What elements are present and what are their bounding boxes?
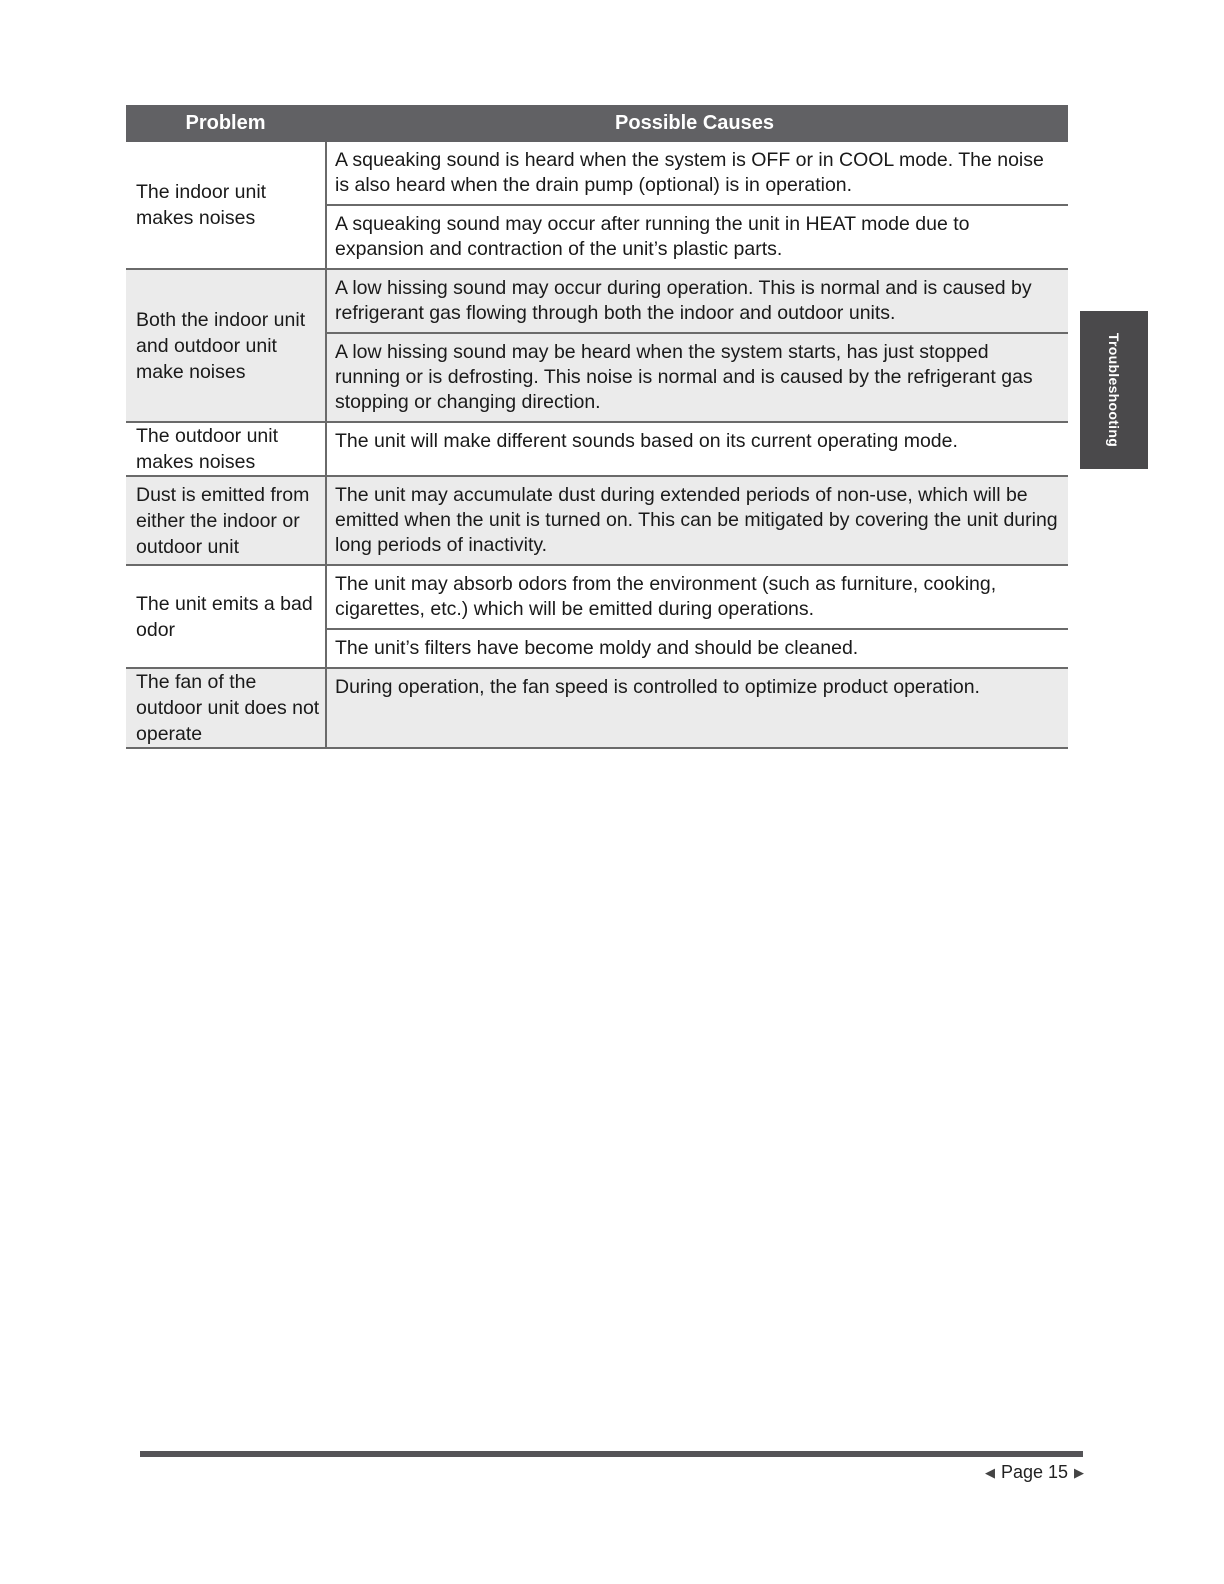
cause-item: A squeaking sound is heard when the system is OFF or in COOL mode. The noise is also heard when the drain pump (optional) is in operation. <box>335 149 1044 196</box>
problem-cell: The indoor unit makes noises <box>126 142 327 268</box>
cause-item: The unit will make different sounds based on its current operating mode. <box>335 430 958 452</box>
cause-item: A squeaking sound may occur after running the unit in HEAT mode due to expansion and contraction of the unit’s plastic parts. <box>327 204 1068 268</box>
header-problem: Problem <box>185 112 266 134</box>
section-tab-label: Troubleshooting <box>1106 332 1122 448</box>
section-tab-troubleshooting[interactable] <box>1080 311 1148 469</box>
footer-divider <box>140 1451 1083 1457</box>
page-navigator <box>985 1462 1084 1483</box>
causes-cell <box>327 669 1068 747</box>
table-row <box>126 669 1068 749</box>
problem-cell: Dust is emitted from either the indoor or outdoor unit <box>126 477 327 564</box>
causes-cell <box>327 423 1068 475</box>
table-header <box>126 105 1068 142</box>
cause-item: The unit’s filters have become moldy and should be cleaned. <box>327 628 1068 667</box>
cause-item: The unit may absorb odors from the environment (such as furniture, cooking, cigarettes, etc.) which will be emitted during operations. <box>335 573 997 620</box>
causes-cell <box>327 270 1068 421</box>
problem-cell: Both the indoor unit and outdoor unit make noises <box>126 270 327 421</box>
problem-cell: The unit emits a bad odor <box>126 566 327 667</box>
table-row <box>126 142 1068 270</box>
cause-item: A low hissing sound may occur during operation. This is normal and is caused by refrigerant gas flowing through both the indoor and outdoor units. <box>335 277 1032 324</box>
cause-item: A low hissing sound may be heard when the system starts, has just stopped running or is defrosting. This noise is normal and is caused by the refrigerant gas stopping or changing direction. <box>327 332 1068 421</box>
triangle-left-icon[interactable]: ◀ <box>984 1464 995 1480</box>
causes-cell <box>327 142 1068 268</box>
page-number: Page 15 <box>1000 1462 1068 1482</box>
table-row <box>126 270 1068 423</box>
causes-cell <box>327 566 1068 667</box>
problem-cell: The outdoor unit makes noises <box>126 423 327 475</box>
troubleshooting-table <box>126 105 1068 749</box>
table-row <box>126 566 1068 669</box>
table-body <box>126 142 1068 749</box>
cause-item: During operation, the fan speed is controlled to optimize product operation. <box>335 676 980 698</box>
header-possible-causes: Possible Causes <box>615 112 774 134</box>
table-row <box>126 477 1068 566</box>
causes-cell <box>327 477 1068 564</box>
cause-item: The unit may accumulate dust during extended periods of non-use, which will be emitted when the unit is turned on. This can be mitigated by covering the unit during long periods of inactivity. <box>335 484 1058 556</box>
problem-cell: The fan of the outdoor unit does not operate <box>126 669 327 747</box>
table-row <box>126 423 1068 477</box>
triangle-right-icon[interactable]: ▶ <box>1074 1464 1084 1480</box>
